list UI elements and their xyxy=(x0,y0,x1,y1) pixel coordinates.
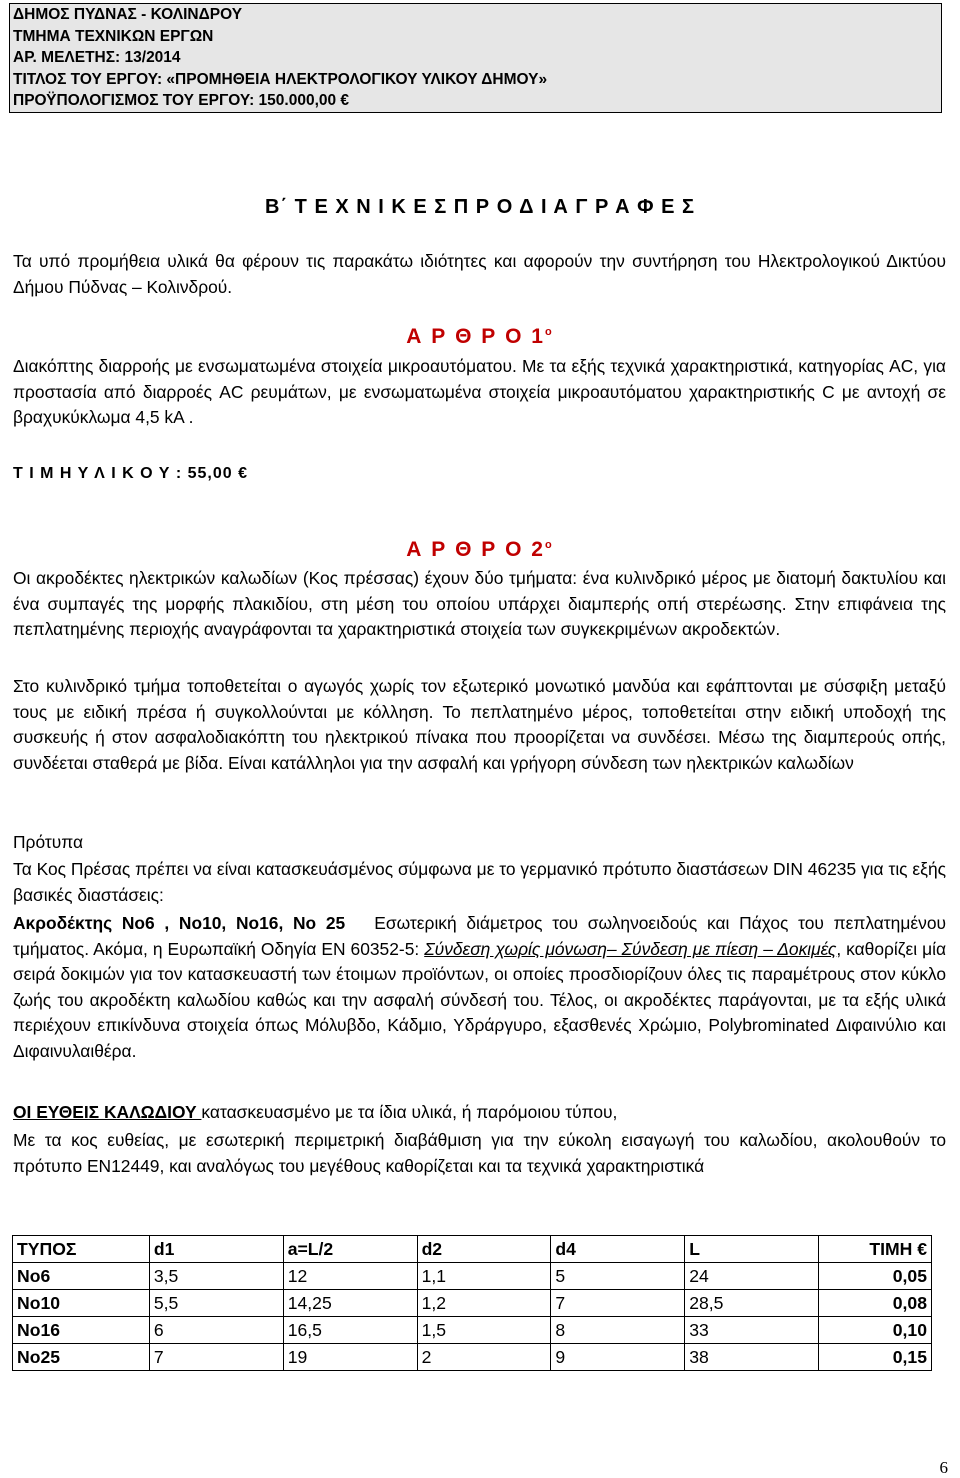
article-2-heading-sup: ο xyxy=(544,539,554,551)
article-2-heading xyxy=(0,538,960,562)
header-municipality: ΔΗΜΟΣ ΠΥΔΝΑΣ - ΚΟΛΙΝΔΡΟΥ xyxy=(13,6,243,23)
table-cell: 8 xyxy=(551,1317,685,1344)
table-header-row xyxy=(13,1236,932,1263)
terminal-spec-table xyxy=(12,1235,932,1371)
document-header-box xyxy=(9,3,942,113)
article-2-paragraph-5 xyxy=(13,911,946,1065)
table-cell: 6 xyxy=(149,1317,283,1344)
header-department: ΤΜΗΜΑ ΤΕΧΝΙΚΩΝ ΕΡΓΩΝ xyxy=(13,27,214,45)
table-cell: 12 xyxy=(283,1263,417,1290)
article-2-paragraph-2: Στο κυλινδρικό τμήμα τοποθετείται ο αγωγός χωρίς τον εξωτερικό μονωτικό μανδύα και εφάπτονται με σύσφιξη μεταξύ τους με ειδική πρέσα ή συγκολλούνται με κόλληση. Το πεπλατημένο μέρος, τοποθετείται στην ειδική υποδοχή της συσκευής ή στον ασφαλοδιακόπτη του ηλεκτρικού πίνακα που προορίζεται να συνδέσει. Μέσω της διαμπερούς οπής, συνδέεται σταθερά με βίδα. Είναι κατάλληλοι για την ασφαλή και γρήγορη σύνδεση των ηλεκτρικών καλωδίων xyxy=(13,676,946,773)
table-cell: 0,05 xyxy=(819,1263,932,1290)
paragraph-6-text: κατασκευασμένο με τα ίδια υλικά, ή παρόμοιου τύπου, xyxy=(201,1102,618,1122)
intro-paragraph: Τα υπό προμήθεια υλικά θα φέρουν τις παρακάτω ιδιότητες και αφορούν την συντήρηση του Ηλεκτρολογικού Δικτύου Δήμου Πύδνας – Κολινδρού. xyxy=(13,251,946,297)
table-row xyxy=(13,1290,932,1317)
page-number: 6 xyxy=(939,1458,948,1477)
article-1-heading-sup: ο xyxy=(544,326,554,338)
table-cell: 5 xyxy=(551,1263,685,1290)
article-2-standards-label: Πρότυπα xyxy=(13,832,84,852)
table-header-cell: ΤΙΜΗ € xyxy=(819,1236,932,1263)
header-project-title: ΤΙΤΛΟΣ ΤΟΥ ΕΡΓΟΥ: «ΠΡΟΜΗΘΕΙΑ ΗΛΕΚΤΡΟΛΟΓΙΚΟΥ ΥΛΙΚΟΥ ΔΗΜΟΥ» xyxy=(13,70,548,88)
article-1-price: Τ Ι Μ Η Υ Λ Ι Κ Ο Υ : 55,00 € xyxy=(13,465,248,482)
table-cell: 2 xyxy=(417,1344,551,1371)
paragraph-5-italic: Σύνδεση χωρίς μόνωση– Σύνδεση με πίεση – Δοκιμές xyxy=(424,938,837,959)
article-2-paragraph-1: Οι ακροδέκτες ηλεκτρικών καλωδίων (Κος πρέσσας) έχουν δύο τμήματα: ένα κυλινδρικό μέρος με διατομή δακτυλίου και ένα συμπαγές της μορφής πλακιδίου, στη μέση του οποίου υπάρχει διαμπερής οπή στερέωσης. Στην επιφάνεια της πεπλατημένης περιοχής αναγράφονται τα χαρακτηριστικά στοιχεία των συγκεκριμένων ακροδεκτών. xyxy=(13,568,946,640)
table-cell: Νο10 xyxy=(13,1290,150,1317)
article-2-heading-text: Α Ρ Θ Ρ Ο 2 xyxy=(406,538,545,561)
header-budget: ΠΡΟΫΠΟΛΟΓΙΣΜΟΣ ΤΟΥ ΕΡΓΟΥ: 150.000,00 € xyxy=(13,92,350,109)
table-row xyxy=(13,1344,932,1371)
table-cell: 9 xyxy=(551,1344,685,1371)
table-header-cell: a=L/2 xyxy=(283,1236,417,1263)
table-header-cell: d2 xyxy=(417,1236,551,1263)
table-cell: Νο16 xyxy=(13,1317,150,1344)
paragraph-5-text-a: Εσωτερική διάμετρος του σωληνοειδούς και Πάχος του πεπλατημένου τμήματος. Ακόμα, η Ευρωπαϊκή Οδηγία EN 60352-5: xyxy=(13,913,946,959)
table-cell: 33 xyxy=(685,1317,819,1344)
table-cell: 5,5 xyxy=(149,1290,283,1317)
article-2-paragraph-6 xyxy=(13,1100,946,1126)
table-cell: 14,25 xyxy=(283,1290,417,1317)
table-cell: 38 xyxy=(685,1344,819,1371)
table-cell: 7 xyxy=(149,1344,283,1371)
table-cell: 24 xyxy=(685,1263,819,1290)
article-1-text: Διακόπτης διαρροής με ενσωματωμένα στοιχεία μικροαυτόματου. Με τα εξής τεχνικά χαρακτηριστικά, κατηγορίας AC, για προστασία από διαρροές AC ρευμάτων, με ενσωματωμένα στοιχεία μικροαυτόματου χαρακτηριστικής C με αντοχή σε βραχυκύκλωμα 4,5 kA . xyxy=(13,356,946,428)
table-cell: 0,15 xyxy=(819,1344,932,1371)
table-cell: 0,10 xyxy=(819,1317,932,1344)
article-2-paragraph-4: Τα Κος Πρέσας πρέπει να είναι κατασκευάσμένος σύμφωνα με το γερμανικό πρότυπο διαστάσεων DIN 46235 για τις εξής βασικές διαστάσεις: xyxy=(13,859,946,905)
table-cell: Νο6 xyxy=(13,1263,150,1290)
straight-cable-heading: ΟΙ ΕΥΘΕΙΣ ΚΑΛΩΔΙΟΥ xyxy=(13,1102,202,1122)
table-cell: 1,1 xyxy=(417,1263,551,1290)
table-cell: 1,2 xyxy=(417,1290,551,1317)
table-row xyxy=(13,1317,932,1344)
section-title: Β΄ Τ Ε Χ Ν Ι Κ Ε Σ Π Ρ Ο Δ Ι Α Γ Ρ Α Φ Ε Σ xyxy=(265,196,695,218)
table-cell: Νο25 xyxy=(13,1344,150,1371)
article-1-heading xyxy=(0,325,960,349)
header-study-number: ΑΡ. ΜΕΛΕΤΗΣ: 13/2014 xyxy=(13,49,181,66)
article-2-paragraph-7: Με τα κος ευθείας, με εσωτερική περιμετρική διαβάθμιση για την εύκολη εισαγωγή του καλωδίου, ακολουθούν το πρότυπο ΕΝ12449, και αναλόγως του μεγέθους καθορίζεται και τα τεχνικά χαρακτηριστικά xyxy=(13,1130,946,1176)
table-cell: 16,5 xyxy=(283,1317,417,1344)
terminal-sizes-bold: Ακροδέκτης Νο6 , Νο10, Νο16, Νο 25 xyxy=(13,913,346,933)
table-header-cell: d1 xyxy=(149,1236,283,1263)
table-header-cell: d4 xyxy=(551,1236,685,1263)
table-cell: 0,08 xyxy=(819,1290,932,1317)
table-header-cell: L xyxy=(685,1236,819,1263)
table-cell: 1,5 xyxy=(417,1317,551,1344)
table-header-cell: ΤΥΠΟΣ xyxy=(13,1236,150,1263)
table-cell: 28,5 xyxy=(685,1290,819,1317)
article-1-heading-text: Α Ρ Θ Ρ Ο 1 xyxy=(406,325,545,348)
table-cell: 3,5 xyxy=(149,1263,283,1290)
table-row xyxy=(13,1263,932,1290)
paragraph-5-text-b: , καθορίζει μία σειρά δοκιμών για τον κατασκευαστή των έτοιμων προϊόντων, οι οποίες προσδιορίζουν όλες τις παραμέτρους στον κύκλο ζωής του ακροδέκτη καλωδίου καθώς και την ασφαλή σύνδεσή του. Τέλος, οι ακροδέκτες παράγονται, με τα εξής υλικά περιέχουν επικίνδυνα στοιχεία όπως Μόλυβδο, Κάδμιο, Υδράργυρο, εξασθενές Χρώμιο, Polybrominated Διφαινύλιο και Διφαινυλαιθέρα. xyxy=(13,938,947,1061)
table-cell: 19 xyxy=(283,1344,417,1371)
table-cell: 7 xyxy=(551,1290,685,1317)
